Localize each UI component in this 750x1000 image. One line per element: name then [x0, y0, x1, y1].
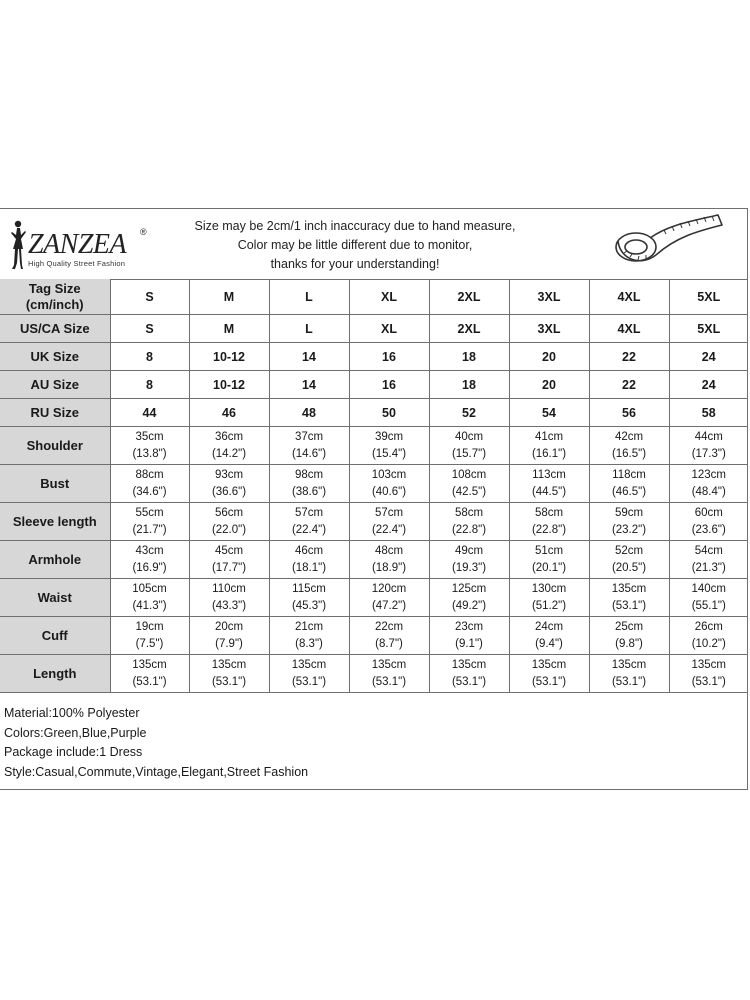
size-cell: 10-12 [189, 343, 269, 371]
cm-value: 57cm [374, 506, 404, 519]
inch-value: (9.4") [535, 637, 563, 650]
measurement-cell [110, 503, 189, 541]
inch-value: (16.5") [611, 447, 647, 460]
inch-value: (38.6") [291, 485, 327, 498]
measurement-cell [669, 427, 748, 465]
measurement-cell [110, 427, 189, 465]
cm-value: 135cm [291, 658, 327, 671]
size-cell: 16 [349, 371, 429, 399]
cm-value: 22cm [374, 620, 404, 633]
inch-value: (53.1") [211, 675, 247, 688]
size-cell: 8 [110, 343, 189, 371]
inch-value: (46.5") [611, 485, 647, 498]
size-cell: 2XL [429, 279, 509, 315]
cm-value: 135cm [451, 658, 487, 671]
measurement-cell [110, 655, 189, 693]
measurement-cell [189, 503, 269, 541]
measurement-cell [349, 503, 429, 541]
size-cell: L [269, 279, 349, 315]
measurement-cell [589, 617, 669, 655]
size-cell: 24 [669, 343, 748, 371]
brand-tagline: High Quality Street Fashion [28, 259, 126, 268]
size-row [0, 279, 748, 315]
size-cell: 14 [269, 371, 349, 399]
measurement-cell [509, 579, 589, 617]
cm-value: 135cm [531, 658, 567, 671]
inch-value: (45.3") [291, 599, 327, 612]
inch-value: (19.3") [451, 561, 487, 574]
measurement-cell [349, 465, 429, 503]
size-cell: 58 [669, 399, 748, 427]
inch-value: (36.6") [211, 485, 247, 498]
inch-value: (53.1") [291, 675, 327, 688]
row-header: Waist [0, 579, 110, 617]
cm-value: 48cm [374, 544, 404, 557]
cm-value: 45cm [214, 544, 244, 557]
inch-value: (40.6") [371, 485, 407, 498]
measurement-cell [269, 465, 349, 503]
measurement-cell [269, 579, 349, 617]
size-row [0, 399, 748, 427]
measurement-cell [509, 617, 589, 655]
size-cell: 2XL [429, 315, 509, 343]
measurement-cell [589, 579, 669, 617]
product-notes [4, 704, 704, 782]
size-cell: 52 [429, 399, 509, 427]
inch-value: (17.3") [691, 447, 726, 460]
measurement-notice [190, 217, 520, 274]
cm-value: 123cm [691, 468, 727, 481]
measurement-cell [110, 541, 189, 579]
cm-value: 58cm [534, 506, 564, 519]
measurement-row [0, 617, 748, 655]
inch-value: (21.7") [132, 523, 167, 536]
inch-value: (20.1") [531, 561, 567, 574]
inch-value: (53.1") [611, 675, 647, 688]
inch-value: (13.8") [132, 447, 167, 460]
size-cell: 10-12 [189, 371, 269, 399]
size-cell: 14 [269, 343, 349, 371]
cm-value: 140cm [691, 582, 727, 595]
measurement-cell [189, 655, 269, 693]
row-header: RU Size [0, 399, 110, 427]
measurement-cell [349, 427, 429, 465]
cm-value: 108cm [451, 468, 487, 481]
measurement-cell [429, 465, 509, 503]
cm-value: 43cm [135, 544, 164, 557]
inch-value: (41.3") [132, 599, 167, 612]
notice-line: Color may be little different due to monitor, [237, 238, 473, 252]
size-row [0, 343, 748, 371]
size-row [0, 371, 748, 399]
inch-value: (23.2") [611, 523, 647, 536]
size-cell: 54 [509, 399, 589, 427]
cm-value: 98cm [294, 468, 324, 481]
inch-value: (22.4") [291, 523, 327, 536]
inch-value: (14.6") [291, 447, 327, 460]
measurement-cell [669, 655, 748, 693]
measurement-cell [429, 541, 509, 579]
cm-value: 59cm [614, 506, 644, 519]
measurement-cell [589, 465, 669, 503]
cm-value: 36cm [214, 430, 244, 443]
size-cell: 22 [589, 371, 669, 399]
size-cell: 4XL [589, 279, 669, 315]
cm-value: 93cm [214, 468, 244, 481]
size-cell: 50 [349, 399, 429, 427]
package-note: Package include:1 Dress [4, 745, 143, 759]
size-cell: S [110, 279, 189, 315]
style-note: Style:Casual,Commute,Vintage,Elegant,Street Fashion [4, 764, 309, 779]
cm-value: 130cm [531, 582, 567, 595]
colors-note: Colors:Green,Blue,Purple [4, 725, 147, 740]
measuring-tape-icon [606, 211, 726, 277]
size-cell: 20 [509, 343, 589, 371]
measurement-row [0, 541, 748, 579]
cm-value: 20cm [214, 620, 244, 633]
size-cell: 5XL [669, 279, 748, 315]
size-cell: XL [349, 315, 429, 343]
measurement-cell [509, 427, 589, 465]
row-header: Bust [0, 465, 110, 503]
cm-value: 25cm [614, 620, 644, 633]
inch-value: (16.1") [531, 447, 567, 460]
inch-value: (23.6") [691, 523, 726, 536]
size-cell: 18 [429, 343, 509, 371]
size-cell: M [189, 279, 269, 315]
row-header: Length [0, 655, 110, 693]
cm-value: 54cm [694, 544, 723, 557]
measurement-cell [189, 427, 269, 465]
cm-value: 52cm [614, 544, 644, 557]
cm-value: 118cm [612, 468, 646, 481]
measurement-cell [349, 655, 429, 693]
inch-value: (10.2") [691, 637, 726, 650]
cm-value: 44cm [694, 430, 723, 443]
cm-value: 21cm [294, 620, 324, 633]
measurement-cell [509, 465, 589, 503]
inch-value: (17.7") [211, 561, 247, 574]
inch-value: (20.5") [611, 561, 647, 574]
inch-value: (22.4") [371, 523, 407, 536]
inch-value: (22.8") [451, 523, 487, 536]
cm-value: 135cm [611, 658, 647, 671]
cm-value: 113cm [532, 468, 566, 481]
measurement-cell [189, 465, 269, 503]
cm-value: 120cm [371, 582, 407, 595]
cm-value: 103cm [371, 468, 407, 481]
cm-value: 135cm [211, 658, 247, 671]
measurement-cell [269, 541, 349, 579]
inch-value: (53.1") [451, 675, 487, 688]
inch-value: (53.1") [371, 675, 407, 688]
inch-value: (15.4") [371, 447, 407, 460]
measurement-row [0, 579, 748, 617]
measurement-row [0, 427, 748, 465]
measurement-cell [429, 503, 509, 541]
measurement-cell [349, 617, 429, 655]
measurement-cell [189, 617, 269, 655]
measurement-cell [669, 579, 748, 617]
cm-value: 135cm [371, 658, 407, 671]
registered-mark: ® [140, 227, 147, 237]
cm-value: 135cm [691, 658, 727, 671]
measurement-cell [589, 655, 669, 693]
cm-value: 88cm [135, 468, 164, 481]
inch-value: (22.0") [211, 523, 247, 536]
cm-value: 56cm [214, 506, 244, 519]
measurement-cell [669, 465, 748, 503]
measurement-cell [429, 617, 509, 655]
cm-value: 26cm [694, 620, 723, 633]
size-cell: 4XL [589, 315, 669, 343]
measurement-cell [189, 579, 269, 617]
cm-value: 23cm [454, 620, 484, 633]
size-cell: 44 [110, 399, 189, 427]
cm-value: 41cm [534, 430, 564, 443]
measurement-cell [429, 579, 509, 617]
cm-value: 42cm [614, 430, 644, 443]
measurement-cell [589, 541, 669, 579]
measurement-cell [669, 503, 748, 541]
measurement-row [0, 503, 748, 541]
measurement-cell [110, 617, 189, 655]
size-cell: 3XL [509, 279, 589, 315]
measurement-cell [269, 427, 349, 465]
size-cell: S [110, 315, 189, 343]
inch-value: (53.1") [531, 675, 567, 688]
row-header: Tag Size (cm/inch) [0, 279, 110, 315]
size-cell: M [189, 315, 269, 343]
row-header: Cuff [0, 617, 110, 655]
row-header: US/CA Size [0, 315, 110, 343]
inch-value: (42.5") [451, 485, 487, 498]
measurement-cell [349, 579, 429, 617]
inch-value: (34.6") [132, 485, 167, 498]
row-header: AU Size [0, 371, 110, 399]
inch-value: (48.4") [691, 485, 726, 498]
measurement-cell [349, 541, 429, 579]
size-cell: 8 [110, 371, 189, 399]
cm-value: 19cm [135, 620, 164, 633]
size-cell: 3XL [509, 315, 589, 343]
cm-value: 135cm [611, 582, 647, 595]
inch-value: (44.5") [531, 485, 567, 498]
cm-value: 55cm [135, 506, 164, 519]
inch-value: (55.1") [691, 599, 726, 612]
size-cell: 48 [269, 399, 349, 427]
measurement-cell [589, 503, 669, 541]
measurement-cell [509, 503, 589, 541]
inch-value: (53.1") [691, 675, 726, 688]
cm-value: 39cm [374, 430, 404, 443]
measurement-cell [669, 617, 748, 655]
measurement-cell [429, 655, 509, 693]
size-cell: 18 [429, 371, 509, 399]
inch-value: (7.5") [135, 637, 164, 650]
brand-name: ZANZEA [28, 229, 127, 260]
size-cell: XL [349, 279, 429, 315]
inch-value: (15.7") [451, 447, 487, 460]
size-chart [0, 208, 748, 790]
inch-value: (7.9") [215, 637, 243, 650]
inch-value: (43.3") [211, 599, 247, 612]
cm-value: 49cm [454, 544, 484, 557]
inch-value: (49.2") [451, 599, 487, 612]
measurement-cell [110, 465, 189, 503]
cm-value: 60cm [694, 506, 723, 519]
cm-value: 105cm [132, 582, 167, 595]
brand-logo [6, 215, 156, 273]
cm-value: 51cm [534, 544, 564, 557]
cm-value: 115cm [292, 582, 326, 595]
cm-value: 125cm [451, 582, 487, 595]
measurement-cell [509, 541, 589, 579]
inch-value: (14.2") [211, 447, 247, 460]
size-cell: L [269, 315, 349, 343]
inch-value: (9.8") [615, 637, 643, 650]
size-cell: 5XL [669, 315, 748, 343]
row-header: Shoulder [0, 427, 110, 465]
inch-value: (16.9") [132, 561, 167, 574]
size-cell: 22 [589, 343, 669, 371]
cm-value: 135cm [132, 658, 167, 671]
measurement-cell [509, 655, 589, 693]
measurement-cell [669, 541, 748, 579]
cm-value: 35cm [135, 430, 164, 443]
measurement-cell [269, 617, 349, 655]
size-table [0, 279, 748, 693]
measurement-cell [189, 541, 269, 579]
measurement-cell [110, 579, 189, 617]
row-header: Armhole [0, 541, 110, 579]
inch-value: (47.2") [371, 599, 407, 612]
inch-value: (18.1") [291, 561, 327, 574]
material-note: Material:100% Polyester [4, 706, 140, 720]
chart-header [0, 209, 748, 280]
cm-value: 58cm [454, 506, 484, 519]
cm-value: 57cm [294, 506, 324, 519]
row-header: Sleeve length [0, 503, 110, 541]
cm-value: 24cm [534, 620, 564, 633]
inch-value: (53.1") [132, 675, 167, 688]
row-header: UK Size [0, 343, 110, 371]
size-row [0, 315, 748, 343]
size-cell: 24 [669, 371, 748, 399]
cm-value: 37cm [294, 430, 324, 443]
inch-value: (9.1") [455, 637, 483, 650]
measurement-row [0, 465, 748, 503]
inch-value: (21.3") [691, 561, 726, 574]
inch-value: (18.9") [371, 561, 407, 574]
inch-value: (53.1") [611, 599, 647, 612]
size-cell: 56 [589, 399, 669, 427]
measurement-cell [269, 503, 349, 541]
cm-value: 110cm [212, 582, 246, 595]
size-cell: 20 [509, 371, 589, 399]
notice-line: Size may be 2cm/1 inch inaccuracy due to hand measure, [194, 219, 516, 233]
inch-value: (8.7") [375, 637, 403, 650]
size-cell: 16 [349, 343, 429, 371]
woman-silhouette-icon [6, 219, 28, 271]
inch-value: (51.2") [531, 599, 567, 612]
measurement-row [0, 655, 748, 693]
size-cell: 46 [189, 399, 269, 427]
cm-value: 46cm [294, 544, 324, 557]
measurement-cell [589, 427, 669, 465]
inch-value: (8.3") [295, 637, 323, 650]
notice-line: thanks for your understanding! [270, 257, 440, 271]
measurement-cell [429, 427, 509, 465]
cm-value: 40cm [454, 430, 484, 443]
inch-value: (22.8") [531, 523, 567, 536]
measurement-cell [269, 655, 349, 693]
